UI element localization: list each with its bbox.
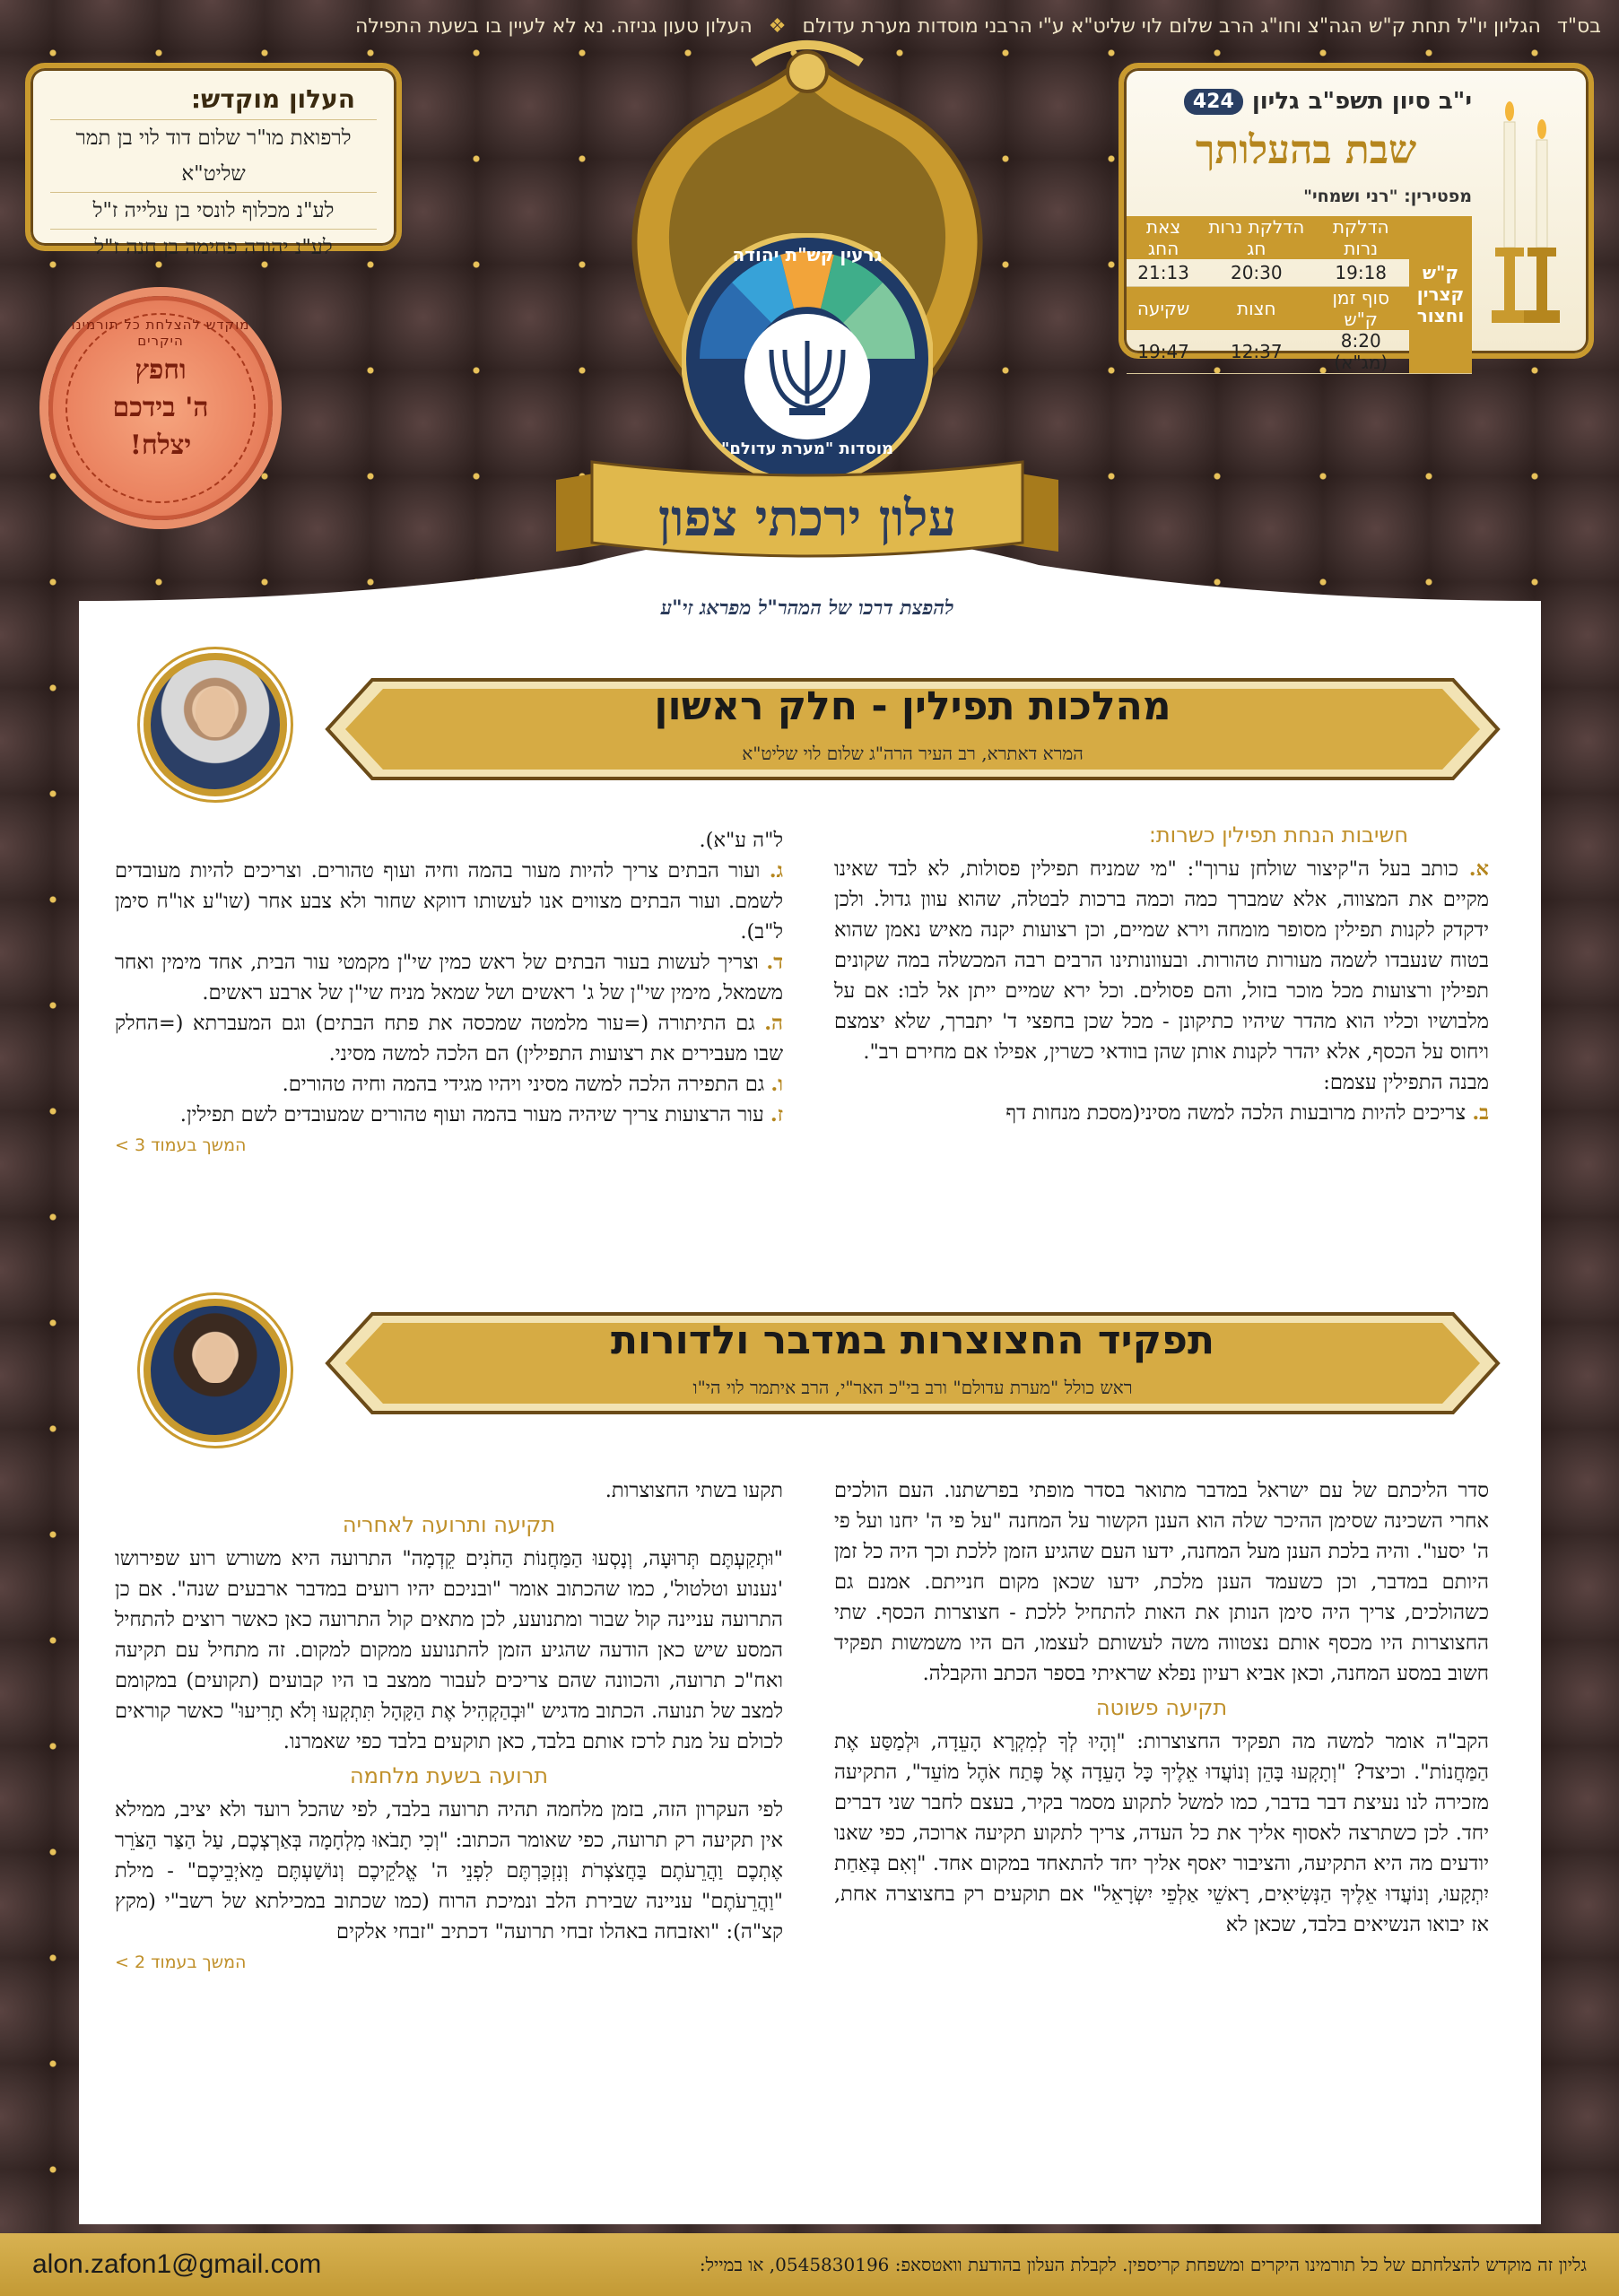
stamp-line: ה' בידכם bbox=[112, 392, 209, 423]
paragraph-text: כותב בעל ה"קיצור שולחן ערוך": "מי שמניח תפילין פסולות, לא לבד שאינו מקיים את המצווה, אלא שמברך כמה וכמה ברכות לבטלה, שהוא עוון גדול. ולכן ידקדק לקנות תפילין מסופר מומחה וירא שמיים, וכן רצועות יקנה מאיש נאמן שהוא בטוח שנעבדו לשמה מעורות טהורות. ובעוונותינו הרבים רבה המכשלה במה שקונים תפילין ורצועות מכל מוכר בזול, והם פסולים. וכל ירא שמיים ייתן אל לבו: אם על מלבושיו וכליו הוא מהדר שיהיו כתיקונן - מכל שכן בחפצי ד' יתברך, שלא יצמצם ויחוס על הכסף, אלא יהדר לקנות אותן שהן בוודאי כשרין, אפילו אם מחירם רב". bbox=[834, 857, 1489, 1064]
article1-title: מהלכות תפילין - חלק ראשון bbox=[654, 683, 1171, 729]
issue-number-badge: 424 bbox=[1184, 89, 1243, 115]
section-heading: תקיעה ותרועה לאחריה bbox=[342, 1512, 556, 1537]
dedication-line: לרפואת מו"ר שלום דוד לוי בן תמר שליט"א bbox=[50, 119, 377, 192]
section-heading: חשיבות הנחת תפילין כשרות: bbox=[1148, 822, 1408, 848]
paragraph-text: סדר הליכתם של עם ישראל במדבר מתואר בסדר מופתי בפרשתנו. העם הולכים אחרי השכינה שסימן ההיכר שלה הוא הענן הקשור על המחנה "על פי ה' יחנו ועל פי ה' יסעו". והיה בלכת הענן מעל המחנה, ידעו העם שהגיע הזמן ללכת וכך היה כל זמן היותם במדבר, וכן כשעמד הענן מלכת, ידעו שכאן מקום חנייתם. אמנם גם כשהולכים, צריך היה סימן הנותן את האות להתחיל ללכת - חצוצרות הכסף. שתי החצוצרות היו מכסף אותם נצטווה משה לעשותם לעצמו, הם היו משמשות תפקיד חשוב במסע המחנה, וכאן אביא רעיון נפלא שראיתי בספר הכתב והקבלה. bbox=[834, 1479, 1489, 1685]
author-avatar bbox=[144, 1299, 287, 1442]
zmanim-header: סוף זמן ק"ש bbox=[1312, 286, 1409, 330]
crest-arc-text: גרעין קש"ת יהודה bbox=[732, 244, 883, 265]
issue-info-box bbox=[1119, 63, 1594, 373]
zmanim-table bbox=[1127, 216, 1472, 374]
dedication-line: לע"נ מכלוף לונסי בן עלייה ז"ל bbox=[50, 192, 377, 229]
zmanim-header: שקיעה bbox=[1127, 286, 1200, 330]
paragraph-text: גם התיתורה (=עור מלמטה שמכסה את פתח הבתים) וגם המעברתא (=החלק שבו מעבירים את רצועות התפילין) הם הלכה למשה מסיני. bbox=[115, 1012, 783, 1065]
dedication-title: העלון מוקדש: bbox=[190, 84, 355, 114]
footer bbox=[0, 2233, 1619, 2296]
zmanim-header: חצות bbox=[1200, 286, 1312, 330]
newsletter-title: עלון ירכתי צפון bbox=[657, 489, 957, 548]
newsletter-subtitle: להפצת דרכו של המהר"ל מפראג זי"ע bbox=[660, 596, 954, 620]
publisher-line: הגליון יו"ל תחת ק"ש הגה"צ וחו"ג הרב שלום לוי שליט"א ע"י הרבני מוסדות מערת עדולם bbox=[802, 14, 1541, 38]
para-label: ה. bbox=[764, 1012, 783, 1035]
zmanim-header: צאת החג bbox=[1127, 216, 1200, 259]
article2-left-column bbox=[115, 1475, 783, 1978]
zmanim-value: 12:37 bbox=[1200, 330, 1312, 374]
paragraph bbox=[115, 1069, 783, 1100]
article2-header-bar bbox=[318, 1305, 1507, 1422]
zmanim-value: 19:18 bbox=[1312, 259, 1409, 286]
stamp-line: וחפץ bbox=[135, 354, 187, 386]
zmanim-value: 20:30 bbox=[1200, 259, 1312, 286]
section-heading: תרועה בשעת מלחמה bbox=[349, 1763, 549, 1788]
issue-header bbox=[1184, 88, 1472, 115]
blessing-stamp bbox=[48, 296, 273, 520]
author-avatar bbox=[144, 653, 287, 796]
issue-label: גליון bbox=[1251, 88, 1300, 115]
contact-email-link[interactable]: alon.zafon1@gmail.com bbox=[32, 2249, 322, 2279]
paragraph-text: לפי העקרון הזה, בזמן מלחמה תהיה תרועה בלבד, לפי שהכל רועד ולא יציב, ממילא אין תקיעה רק תרועה, כפי שאומר הכתוב: "וְכִי תָבֹאוּ מִלְחָמָה בְּאַרְצְכֶם, עַל הַצַּר הַצֹּרֵר אֶתְכֶם וַהֲרֵעֹתֶם בַּחֲצֹצְרֹת וְנִזְכַּרְתֶּם לִפְנֵי ה' אֱלֹקֵיכֶם וְנוֹשַׁעְתֶּם מֵאֹיְבֵיכֶם" - מילת "וַהֲרֵעֹתֶם" עניינה שבירת הלב ונמיכת הרוח (כמו שכתוב במכילתא של רשב"י (מקץ קצ"ה): "ואזבחה באהלו זבחי תרועה" דכתיב "זבחי אלקים bbox=[115, 1798, 783, 1944]
paragraph bbox=[834, 854, 1489, 1067]
ornament-icon: ❖ bbox=[768, 14, 787, 38]
article1-header-bar bbox=[318, 671, 1507, 787]
zmanim-value: 19:47 bbox=[1127, 330, 1200, 374]
geniza-notice: העלון טעון גניזה. נא לא לעיין בו בשעת התפילה bbox=[354, 14, 753, 38]
continued-link[interactable]: המשך בעמוד 2 > bbox=[115, 1952, 247, 1972]
crest-inner-text: מוסדות "מערת עדולם" bbox=[720, 439, 894, 458]
zmanim-value: 8:20 (מג"א) bbox=[1312, 330, 1409, 374]
para-label: ב. bbox=[1472, 1101, 1489, 1125]
subheading: מבנה התפילין עצמם: bbox=[1323, 1071, 1489, 1094]
para-label: ז. bbox=[770, 1103, 783, 1126]
paragraph bbox=[115, 1008, 783, 1069]
para-label: ד. bbox=[766, 951, 784, 974]
footer-text: גליון זה מוקדש להצלחתם של כל תורמינו היקרים ומשפחת קריספין. לקבלת העלון בהודעת וואטסאפ: 0545830196, או במייל: bbox=[699, 2253, 1587, 2275]
dedication-line: לע"נ יהודה פחימה בן חנה ז"ל bbox=[50, 229, 377, 265]
paragraph-text: ל"ה ע"א). bbox=[699, 829, 783, 852]
zmanim-header: הדלקת נרות bbox=[1312, 216, 1409, 259]
paragraph bbox=[834, 1098, 1489, 1128]
zmanim-city: ק"ש קצרין וחצור bbox=[1409, 216, 1472, 373]
haftara: מפטירין: "רני ושמחי" bbox=[1303, 187, 1472, 206]
paragraph bbox=[115, 856, 783, 947]
issue-date: י"ב סיון תשפ"ב bbox=[1308, 88, 1472, 115]
zmanim-value: 21:13 bbox=[1127, 259, 1200, 286]
article2-right-column bbox=[834, 1475, 1489, 1940]
article2-title: תפקיד החצוצרות במדבר ולדורות bbox=[610, 1318, 1215, 1363]
section-heading: תקיעה פשוטה bbox=[1095, 1695, 1228, 1720]
bsd: בס"ד bbox=[1556, 14, 1601, 38]
paragraph bbox=[115, 947, 783, 1008]
para-label: ג. bbox=[769, 859, 784, 883]
article1-left-column bbox=[115, 825, 783, 1161]
paragraph-text: עור הרצועות צריך שיהיה מעור בהמה ועוף טהורים שמעובדים לשם תפילין. bbox=[179, 1103, 764, 1126]
paragraph-text: צריכים להיות מרובעות הלכה למשה מסיני(מסכת מנחות דף bbox=[1005, 1101, 1467, 1125]
parasha-name: שבת בהעלותך bbox=[1195, 127, 1417, 173]
paragraph-text: הקב"ה אומר למשה מה תפקיד החצוצרות: "וְהָיוּ לְךָ לְמִקְרָא הָעֵדָה, וּלְמַסַּע אֶת הַמַּחֲנוֹת". וכיצד? "וְתָקְעוּ בָּהֵן וְנוֹעֲדוּ אֵלֶיךָ כָּל הָעֵדָה אֶל פֶּתַח אֹהֶל מוֹעֵד", התקיעה מזכירה לנו נעיצת דבר בדבר, כמו למשל לתקוע מסמר בקיר, בעצם לחבר שני דברים יחד. לכן כשתרצה לאסוף אליך את כל העדה, צריך לתקוע תקיעה ארוכה, כפי שאנו יודעים מה היא התקיעה, והציבור יאסף אליך יחד להתאחד במקום אחד. "וְאִם בְּאַחַת יִתְקָעוּ, וְנוֹעֲדוּ אֵלֶיךָ הַנְּשִׂיאִים, רָאשֵׁי אַלְפֵי יִשְׂרָאֵל" אם תוקעים רק בחצוצרה אחת, אז יבואו הנשיאים בלבד, שכאן לא bbox=[834, 1730, 1489, 1936]
paragraph-text: "וּתְקַעְתֶּם תְּרוּעָה, וְנָסְעוּ הַמַּחֲנוֹת הַחֹנִים קֵדְמָה" התרועה היא משורש רוע שפירושו 'נענוע וטלטול', כמו שהכתוב אומר "ובניכם יהיו רועים במדבר ארבעים שנה". אם כן התרועה עניינה קול שבור ומתנועע, לכן מתאים קול התרועה כאן כאשר רוצים להתחיל המסע שיש כאן הודעה שהגיע הזמן להתנועע ממקום למקום. זה מתחיל עם תקיעה ואח"כ תרועה, והכוונה שהם צריכים לעבור ממצב בו היו קבועים (תקועים) במקומם למצב של תנועה. הכתוב מדגיש "וּבְהַקְהִיל אֶת הַקָּהָל תִּתְקְעוּ וְלֹא תָרִיעוּ" כאשר קוראים לכולם על מנת לרכז אותם בלבד, כאן תוקעים בלבד כפי שאמרנו. bbox=[115, 1547, 783, 1753]
article1-author: המרא דאתרא, רב העיר הרה"ג שלום לוי שליט"א bbox=[742, 743, 1084, 764]
paragraph-text: ועור הבתים צריך להיות מעור בהמה וחיה ועוף טהורים. וצריכים להיות מעובדים לשמם. ועור הבתים מצווים אנו לעשותו דווקא שחור ולא צבע אחר (שו"ע או"ח סימן ל"ב). bbox=[115, 859, 783, 944]
paragraph bbox=[115, 1100, 783, 1130]
paragraph-text: גם התפירה הלכה למשה מסיני ויהיו מגידי בהמה וחיה טהורים. bbox=[282, 1073, 765, 1096]
candles-icon bbox=[1477, 86, 1576, 346]
stamp-arc-text: מוקדש להצלחת כל תורמינו היקרים bbox=[71, 317, 250, 349]
stamp-line: יצלח! bbox=[129, 430, 192, 461]
para-label: ו. bbox=[770, 1073, 783, 1096]
article2-author: ראש כולל "מערת עדולם" ורב בי"כ האר"י, הרב איתמר לוי הי"ו bbox=[692, 1377, 1133, 1398]
paragraph-text: וצריך לעשות בעור הבתים של ראש כמין שי"ן מקמטי עור הבית, אחד מימין ואחר משמאל, מימין שי"ן של ג' ראשים ושל שמאל מניח שי"ן של ארבע ראשים. bbox=[115, 951, 783, 1004]
paragraph-text: תקעו בשתי החצוצרות. bbox=[605, 1479, 783, 1502]
dedication-box bbox=[25, 63, 402, 259]
article1-right-column bbox=[834, 816, 1489, 1128]
continued-link[interactable]: המשך בעמוד 3 > bbox=[115, 1135, 247, 1155]
zmanim-header: הדלקת נרות חג bbox=[1200, 216, 1312, 259]
para-label: א. bbox=[1468, 857, 1489, 881]
